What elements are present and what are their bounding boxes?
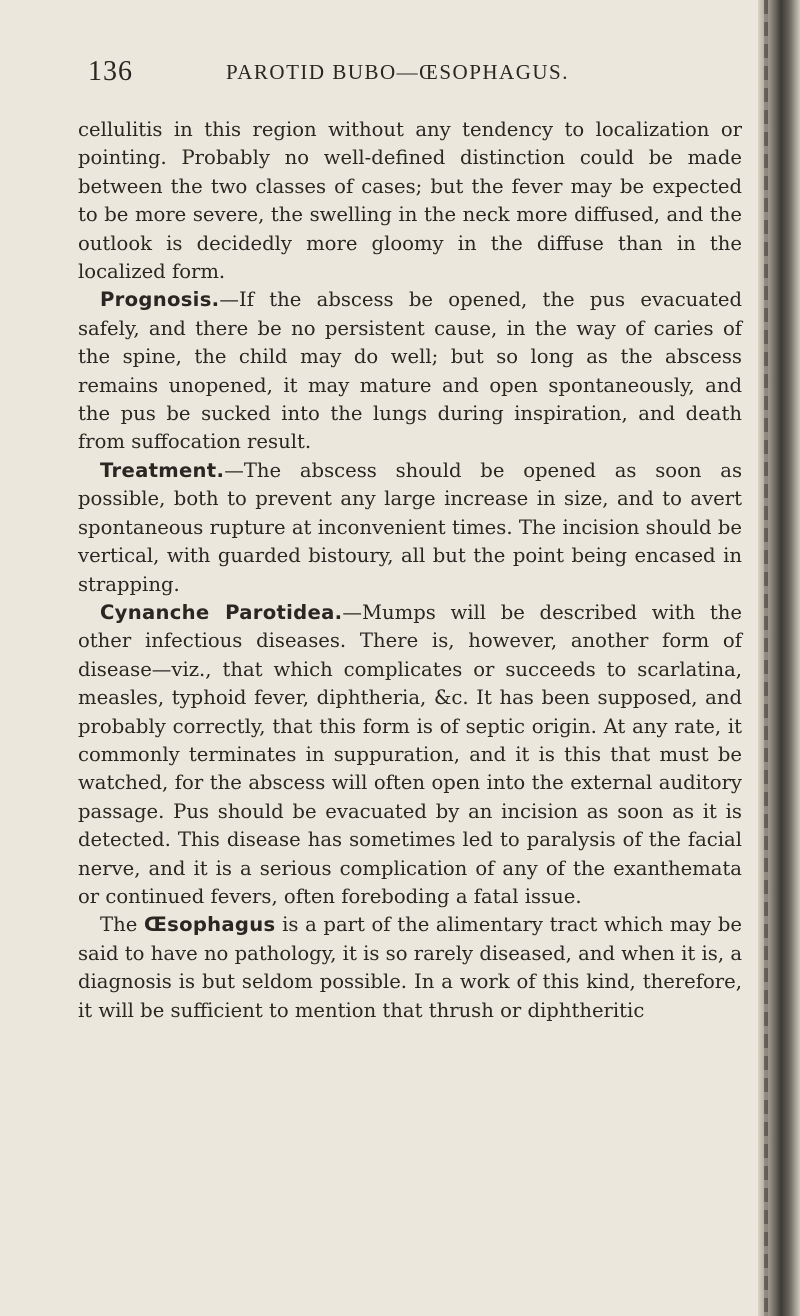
page-header — [88, 56, 728, 96]
paragraph-oesophagus — [78, 911, 742, 1025]
paragraph-prognosis — [78, 286, 742, 456]
running-head: PAROTID BUBO—ŒSOPHAGUS. — [226, 60, 569, 84]
page-number: 136 — [88, 56, 133, 87]
book-spine-edge — [764, 0, 768, 1316]
section-term-treatment: Treatment. — [100, 458, 225, 482]
paragraph-body: cellulitis in this region without any tendency to localization or pointing. Probably no well-defined distinction could be made between the two classes of cases; but the fever may be expected to be more severe, the swelling in the neck more diffused, and the outlook is decidedly more gloomy in the diffuse than in the localized form. — [78, 118, 742, 284]
paragraph-cynanche-parotidea — [78, 599, 742, 911]
paragraph-body: —The abscess should be opened as soon as possible, both to prevent any large increase in size, and to avert spontaneous rupture at inconvenient times. The incision should be vertical, with guarded bistoury, all but the point being encased in strapping. — [78, 458, 742, 596]
paragraph-lead: The — [100, 913, 144, 937]
paragraph-body: is a part of the alimentary tract which may be said to have no pathology, it is so rarely diseased, and when it is, a diagnosis is but seldom possible. In a work of this kind, therefore, it will be sufficient to mention that thrush or diphtheritic — [78, 913, 742, 1022]
paragraph-body: —Mumps will be described with the other infectious diseases. There is, however, another form of disease—viz., that which complicates or succeeds to scarlatina, measles, typhoid fever, diphtheria, &c. It has been supposed, and probably correctly, that this form is of septic origin. At any rate, it commonly terminates in suppuration, and it is this that must be watched, for the abscess will often open into the external auditory passage. Pus should be evacuated by an incision as soon as it is detected. This disease has sometimes led to paralysis of the facial nerve, and it is a serious complication of any of the exanthemata or continued fevers, often foreboding a fatal issue. — [78, 600, 743, 908]
paragraph-cellulitis — [78, 116, 742, 286]
paragraph-treatment — [78, 457, 742, 599]
section-term-prognosis: Prognosis. — [100, 288, 220, 312]
body-text — [78, 116, 742, 1025]
section-term-cynanche-parotidea: Cynanche Parotidea. — [100, 600, 343, 624]
paragraph-body: —If the abscess be opened, the pus evacuated safely, and there be no persistent cause, in the way of caries of the spine, the child may do well; but so long as the abscess remains unopened, it may mature and open spontaneously, and the pus be sucked into the lungs during inspiration, and death from suffocation result. — [78, 288, 742, 454]
section-term-oesophagus: Œsophagus — [143, 913, 276, 937]
